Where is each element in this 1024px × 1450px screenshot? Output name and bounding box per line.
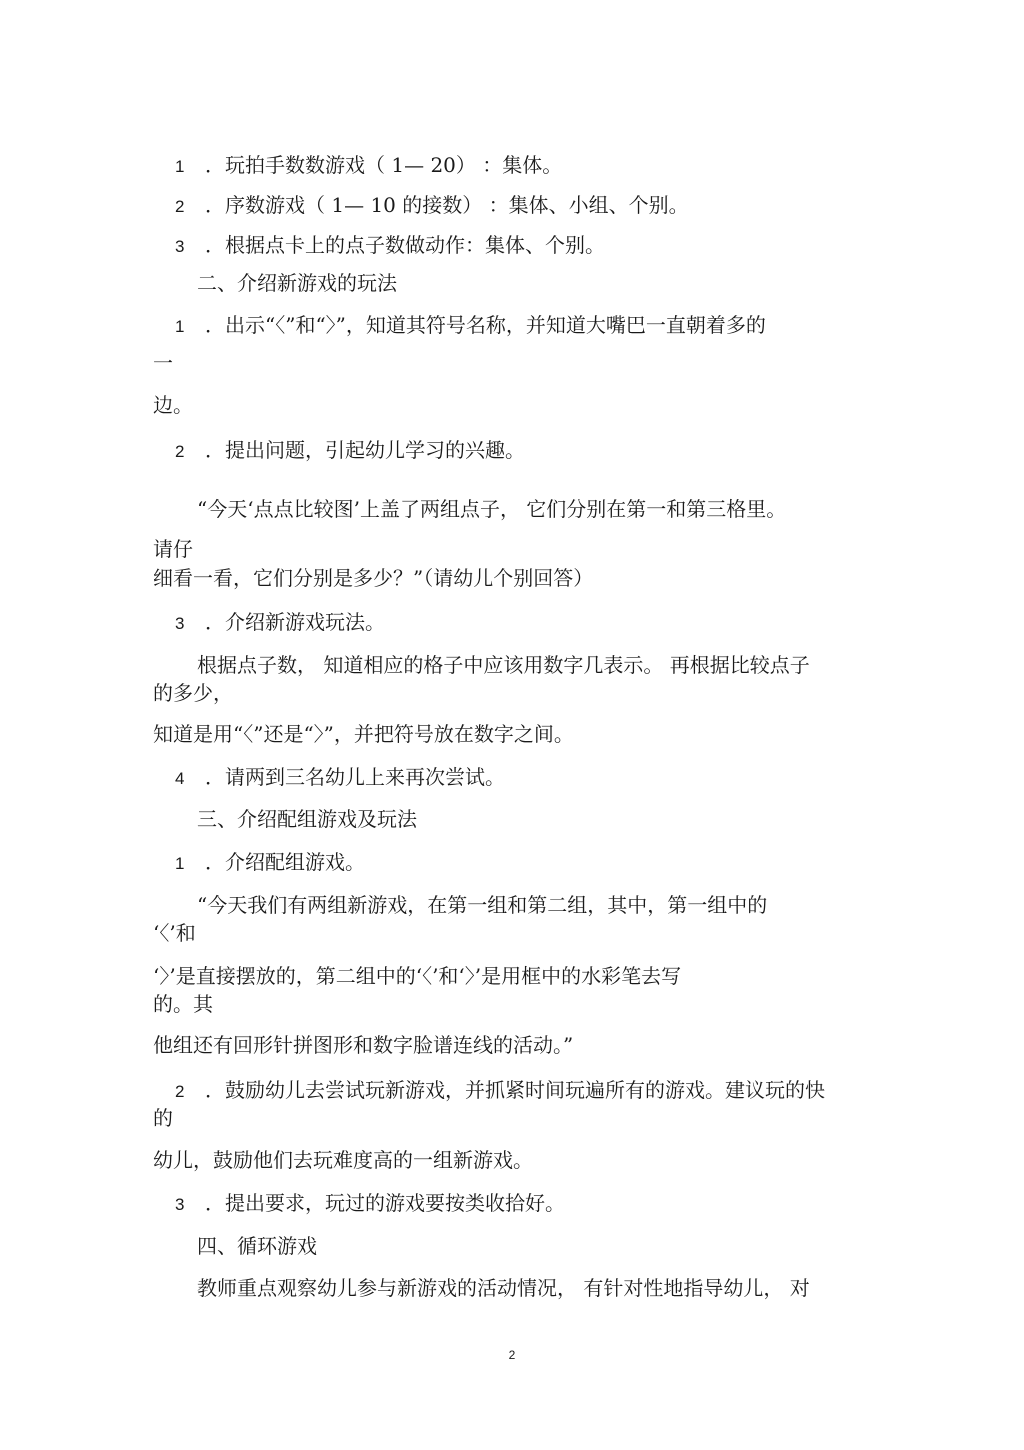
list-number: 2 [175,1082,185,1101]
text-line: 他组还有回形针拼图形和数字脸谱连线的活动。” [153,1033,574,1057]
list-number: 3 [175,237,185,256]
text-line: ．介绍配组游戏。 [205,850,365,874]
section-heading: 三、介绍配组游戏及玩法 [197,807,417,831]
page-number: 2 [508,1348,516,1362]
text-line: ‘〈’和 [153,921,196,945]
text-line: ．出示“〈”和“〉”，知道其符号名称，并知道大嘴巴一直朝着多的 [205,313,766,337]
text-line: 教师重点观察幼儿参与新游戏的活动情况， 有针对性地指导幼儿， 对 [197,1276,810,1300]
list-number: 3 [175,614,185,633]
text-line: ．鼓励幼儿去尝试玩新游戏，并抓紧时间玩遍所有的游戏。建议玩的快 [205,1078,825,1102]
text-line: 根据点子数， 知道相应的格子中应该用数字几表示。 再根据比较点子 [197,653,810,677]
text-line: 的。其 [153,992,213,1016]
text-line: 一 [153,351,173,375]
list-number: 4 [175,769,185,788]
text-line: ．请两到三名幼儿上来再次尝试。 [205,765,505,789]
text-line: 细看一看，它们分别是多少？”（请幼儿个别回答） [153,566,594,590]
text-line: ．介绍新游戏玩法。 [205,610,385,634]
section-heading: 二、介绍新游戏的玩法 [197,271,397,295]
text-line: 请仔 [153,537,193,561]
text-line: 的多少， [153,681,233,705]
text-line: 边。 [153,393,193,417]
text-line: ．玩拍手数数游戏（ 1— 20） ：集体。 [205,153,563,177]
text-line: “今天我们有两组新游戏，在第一组和第二组，其中，第一组中的 [197,893,768,917]
text-line: 的 [153,1106,173,1130]
list-number: 2 [175,197,185,216]
list-number: 1 [175,317,185,336]
list-number: 2 [175,442,185,461]
text-line: 知道是用“〈”还是“〉”，并把符号放在数字之间。 [153,722,574,746]
text-line: ．提出要求，玩过的游戏要按类收拾好。 [205,1191,565,1215]
text-line: “今天‘点点比较图’上盖了两组点子， 它们分别在第一和第三格里。 [197,497,787,521]
text-line: 幼儿，鼓励他们去玩难度高的一组新游戏。 [153,1148,533,1172]
text-line: ．提出问题，引起幼儿学习的兴趣。 [205,438,525,462]
text-line: ‘〉’是直接摆放的，第二组中的‘〈’和‘〉’是用框中的水彩笔去写 [153,964,682,988]
text-line: ．序数游戏（ 1— 10 的接数） ：集体、小组、个别。 [205,193,689,217]
list-number: 1 [175,854,185,873]
section-heading: 四、循环游戏 [197,1234,317,1258]
text-line: ．根据点卡上的点子数做动作：集体、个别。 [205,233,605,257]
list-number: 3 [175,1195,185,1214]
list-number: 1 [175,157,185,176]
